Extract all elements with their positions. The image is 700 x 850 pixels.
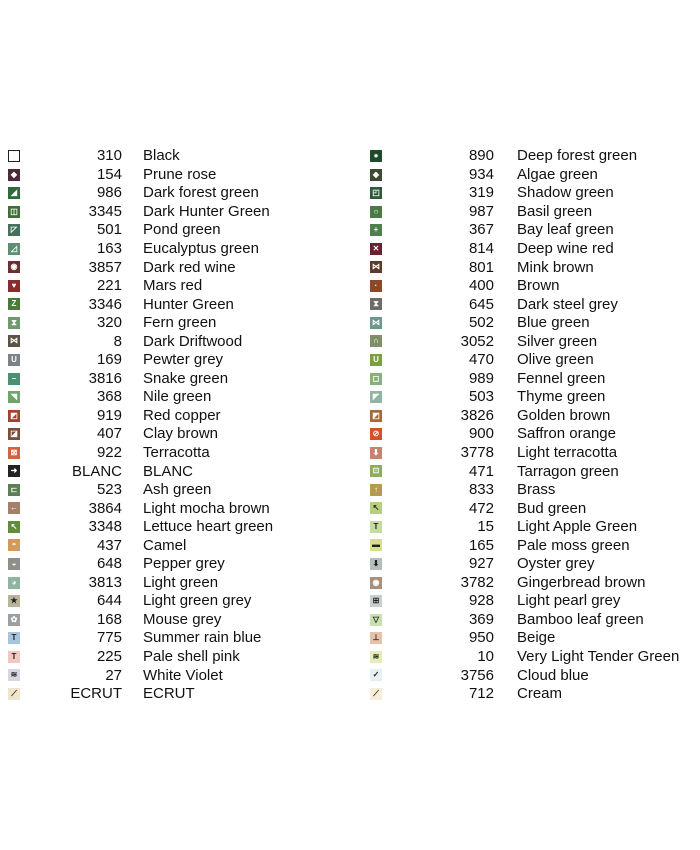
color-symbol-icon: ◥ [8, 391, 20, 403]
legend-row [8, 258, 338, 277]
thread-code: 163 [96, 240, 122, 257]
thread-color-name: White Violet [143, 666, 223, 684]
legend-row [370, 332, 698, 351]
thread-code: 221 [96, 277, 122, 295]
legend-row [370, 555, 698, 574]
color-symbol-icon: ⬇ [370, 558, 382, 570]
thread-code: 165 [468, 536, 494, 554]
color-symbol-icon: ● [370, 150, 382, 162]
thread-code: 437 [96, 536, 122, 554]
legend-row [8, 184, 338, 203]
legend-row [370, 611, 698, 630]
thread-color-name: Tarragon green [517, 462, 619, 480]
thread-code: 3782 [460, 573, 494, 591]
thread-color-name: Fern green [143, 314, 217, 332]
color-symbol-icon: ◸ [8, 224, 20, 236]
thread-color-name: Pepper grey [143, 555, 225, 573]
legend-row [370, 240, 698, 259]
thread-code: ECRUT [70, 685, 122, 703]
thread-color-name: Terracotta [143, 444, 210, 462]
thread-color-name: Bay leaf green [517, 221, 614, 239]
thread-color-name: Olive green [517, 351, 594, 369]
thread-color-name: Silver green [517, 332, 598, 350]
thread-code: 3346 [88, 295, 122, 313]
thread-color-name: BLANC [143, 462, 194, 480]
thread-color-name: Light Apple Green [517, 518, 638, 536]
legend-row [8, 518, 338, 537]
thread-color-name: Cream [517, 685, 563, 703]
thread-code: 775 [96, 629, 122, 647]
thread-color-name: Mars red [143, 277, 203, 295]
thread-color-name: Camel [143, 536, 187, 554]
color-symbol-icon: U [370, 354, 382, 366]
color-symbol-icon: ◉ [370, 577, 382, 589]
thread-code: 833 [468, 481, 494, 499]
legend-row [8, 425, 338, 444]
color-symbol-icon: ⧗ [8, 317, 20, 329]
thread-color-name: Dark Hunter Green [143, 202, 270, 220]
thread-code: 319 [468, 184, 494, 202]
legend-row [370, 648, 698, 667]
thread-color-name: Gingerbread brown [517, 573, 646, 591]
color-symbol-icon: ⋈ [372, 317, 380, 327]
color-symbol-icon: ⟋ [370, 688, 382, 700]
legend-row [370, 629, 698, 648]
color-symbol-icon: + [370, 224, 382, 236]
thread-color-name: Thyme green [517, 388, 606, 406]
thread-code: 989 [468, 369, 494, 387]
legend-row [370, 277, 698, 296]
legend-row [370, 221, 698, 240]
legend-row [370, 407, 698, 426]
legend-row [370, 166, 698, 185]
thread-code: 900 [468, 425, 494, 443]
color-symbol-icon: ▽ [370, 614, 382, 626]
legend-row [8, 221, 338, 240]
color-symbol-icon: ⋈ [372, 262, 380, 272]
color-symbol-icon: ◆ [8, 169, 20, 181]
color-symbol-icon: ⊠ [8, 447, 20, 459]
thread-code: 310 [96, 147, 122, 165]
thread-code: 922 [96, 444, 122, 462]
thread-code: 3826 [460, 406, 494, 424]
thread-color-name: Blue green [517, 314, 590, 332]
thread-code: 801 [468, 258, 494, 276]
color-symbol-icon: ↑ [370, 484, 382, 496]
thread-code: 27 [105, 666, 122, 684]
legend-row [8, 499, 338, 518]
color-symbol-icon: ◿ [8, 243, 20, 255]
thread-code: 3778 [460, 444, 494, 462]
legend-row [370, 462, 698, 481]
thread-color-name: Algae green [517, 165, 598, 183]
thread-color-name: Light green grey [143, 592, 252, 610]
thread-color-name: Bud green [517, 499, 587, 517]
thread-color-name: Light mocha brown [143, 499, 270, 517]
thread-code: 3345 [88, 202, 122, 220]
legend-row [370, 388, 698, 407]
thread-color-name: Black [143, 147, 180, 165]
thread-code: 471 [468, 462, 494, 480]
legend-row [370, 295, 698, 314]
thread-code: 168 [96, 610, 122, 628]
thread-color-name: Dark forest green [143, 184, 259, 202]
legend-row [8, 592, 338, 611]
thread-color-name: Beige [517, 629, 556, 647]
legend-row [370, 574, 698, 593]
thread-code: 934 [468, 165, 494, 183]
thread-color-name: Golden brown [517, 406, 611, 424]
thread-color-name: Light green [143, 573, 219, 591]
color-symbol-icon: ↖ [8, 521, 20, 533]
thread-code: 644 [96, 592, 122, 610]
legend-row [8, 629, 338, 648]
thread-code: 3857 [88, 258, 122, 276]
color-symbol-icon: ✓ [370, 669, 382, 681]
thread-code: 472 [468, 499, 494, 517]
color-symbol-icon: ⟋ [8, 688, 20, 700]
color-symbol-icon: ∩ [370, 335, 382, 347]
color-symbol-icon: ♥ [8, 280, 20, 292]
thread-code: 712 [468, 685, 494, 703]
thread-color-name: Brown [517, 277, 560, 295]
thread-code: 648 [96, 555, 122, 573]
legend-row [8, 574, 338, 593]
thread-code: 927 [468, 555, 494, 573]
color-symbol-icon: ○ [370, 206, 382, 218]
thread-code: 814 [468, 240, 494, 257]
color-symbol-icon: ◻ [370, 373, 382, 385]
thread-color-name: Hunter Green [143, 295, 234, 313]
color-symbol-icon: ⋈ [10, 336, 18, 346]
thread-code: 169 [96, 351, 122, 369]
thread-color-name: Dark steel grey [517, 295, 618, 313]
legend-row [370, 666, 698, 685]
color-symbol-icon: U [8, 354, 20, 366]
thread-color-name: Clay brown [143, 425, 219, 443]
thread-code: 470 [468, 351, 494, 369]
thread-code: 369 [468, 610, 494, 628]
thread-color-name: Saffron orange [517, 425, 616, 443]
thread-code: 645 [468, 295, 494, 313]
thread-color-name: Basil green [517, 202, 593, 220]
thread-color-legend [0, 147, 700, 707]
color-symbol-icon: ▬ [372, 540, 380, 550]
color-symbol-icon: ⊥ [370, 632, 382, 644]
color-symbol-icon: · [370, 280, 382, 292]
legend-row [8, 203, 338, 222]
color-symbol-icon: ≋ [8, 669, 20, 681]
legend-row [8, 147, 338, 166]
legend-row [370, 147, 698, 166]
legend-row [8, 555, 338, 574]
legend-row [370, 425, 698, 444]
color-symbol-icon: T [370, 521, 382, 533]
thread-code: 407 [96, 425, 122, 443]
thread-code: BLANC [71, 462, 122, 480]
color-symbol-icon: ➜ [8, 465, 20, 477]
legend-row [370, 314, 698, 333]
thread-color-name: Mink brown [517, 258, 594, 276]
thread-code: 928 [468, 592, 494, 610]
thread-code: 986 [96, 184, 122, 202]
thread-color-name: Fennel green [517, 369, 606, 387]
thread-code: 3864 [88, 499, 122, 517]
legend-row [8, 407, 338, 426]
thread-code: 3816 [88, 369, 122, 387]
legend-row [8, 388, 338, 407]
color-symbol-icon: ✕ [370, 243, 382, 255]
legend-row [370, 203, 698, 222]
thread-code: 320 [96, 314, 122, 332]
legend-row [8, 295, 338, 314]
color-symbol-icon: ◆ [370, 169, 382, 181]
color-symbol-icon: ◫ [8, 206, 20, 218]
thread-code: 3348 [88, 518, 122, 536]
color-symbol-icon: ✿ [8, 614, 20, 626]
thread-color-name: Snake green [143, 369, 229, 387]
thread-color-name: Light pearl grey [517, 592, 621, 610]
color-symbol-icon: ◩ [8, 410, 20, 422]
thread-color-name: Shadow green [517, 184, 614, 202]
thread-color-name: Summer rain blue [143, 629, 262, 647]
thread-color-name: Deep forest green [517, 147, 638, 165]
thread-color-name: Mouse grey [143, 610, 222, 628]
color-symbol-icon: ⊏ [8, 484, 20, 496]
color-symbol-icon: T [8, 651, 20, 663]
thread-color-name: Prune rose [143, 165, 217, 183]
thread-code: 400 [468, 277, 494, 295]
color-symbol-icon: ★ [8, 595, 20, 607]
legend-row [8, 685, 338, 704]
legend-row [370, 258, 698, 277]
legend-row [8, 370, 338, 389]
legend-row [370, 444, 698, 463]
thread-code: 501 [96, 221, 122, 239]
legend-row [370, 370, 698, 389]
thread-code: 367 [468, 221, 494, 239]
thread-color-name: Ash green [143, 481, 212, 499]
thread-color-name: Nile green [143, 388, 212, 406]
thread-color-name: Eucalyptus green [143, 240, 259, 257]
legend-row [8, 351, 338, 370]
legend-column-right [370, 147, 698, 703]
thread-color-name: Red copper [143, 406, 221, 424]
thread-color-name: Deep wine red [517, 240, 614, 257]
legend-row [8, 666, 338, 685]
color-symbol-icon: Z [8, 298, 20, 310]
color-symbol-icon: – [8, 373, 20, 385]
legend-row [370, 685, 698, 704]
color-symbol-icon: ◰ [370, 187, 382, 199]
thread-code: 15 [477, 518, 494, 536]
thread-color-name: Very Light Tender Green [517, 648, 680, 666]
legend-row [8, 462, 338, 481]
legend-row [8, 611, 338, 630]
color-symbol-icon: ⊘ [370, 428, 382, 440]
thread-code: 919 [96, 406, 122, 424]
legend-row [8, 536, 338, 555]
color-symbol-icon: ◢ [8, 187, 20, 199]
thread-code: 987 [468, 202, 494, 220]
thread-color-name: Cloud blue [517, 666, 589, 684]
color-symbol-icon: ◒ [8, 558, 20, 570]
thread-color-name: Dark Driftwood [143, 332, 243, 350]
legend-row [8, 166, 338, 185]
color-symbol-icon: ◕ [8, 577, 20, 589]
legend-row [8, 444, 338, 463]
thread-code: 503 [468, 388, 494, 406]
color-symbol-icon: ◓ [8, 539, 20, 551]
thread-code: 8 [113, 332, 122, 350]
thread-code: 3756 [460, 666, 494, 684]
legend-row [8, 240, 338, 259]
thread-color-name: Oyster grey [517, 555, 595, 573]
legend-row [8, 277, 338, 296]
thread-code: 225 [96, 648, 122, 666]
legend-row [370, 592, 698, 611]
color-symbol-icon: ← [10, 503, 18, 513]
legend-row [370, 536, 698, 555]
color-symbol-icon: ⬇ [370, 447, 382, 459]
color-symbol-icon: T [8, 632, 20, 644]
legend-row [8, 314, 338, 333]
thread-code: 368 [96, 388, 122, 406]
thread-code: 3813 [88, 573, 122, 591]
legend-row [8, 332, 338, 351]
color-symbol-icon: ⧗ [370, 298, 382, 310]
thread-color-name: Brass [517, 481, 556, 499]
thread-color-name: Lettuce heart green [143, 518, 274, 536]
color-symbol-icon: ↖ [370, 502, 382, 514]
color-symbol-icon: ◩ [370, 410, 382, 422]
color-symbol-icon: ⊡ [370, 465, 382, 477]
color-symbol-icon [8, 150, 20, 162]
legend-row [370, 184, 698, 203]
thread-color-name: Dark red wine [143, 258, 236, 276]
thread-code: 10 [477, 648, 494, 666]
thread-color-name: Pewter grey [143, 351, 224, 369]
thread-code: 154 [96, 165, 122, 183]
thread-code: 3052 [460, 332, 494, 350]
legend-row [8, 648, 338, 667]
thread-color-name: Light terracotta [517, 444, 618, 462]
legend-column-left [8, 147, 338, 703]
color-symbol-icon: ◪ [8, 428, 20, 440]
thread-color-name: Pond green [143, 221, 221, 239]
color-symbol-icon: ◉ [8, 261, 20, 273]
legend-row [8, 481, 338, 500]
thread-code: 950 [468, 629, 494, 647]
thread-code: 890 [468, 147, 494, 165]
color-symbol-icon: ≋ [370, 651, 382, 663]
color-symbol-icon: ⊞ [370, 595, 382, 607]
thread-color-name: Pale moss green [517, 536, 630, 554]
thread-color-name: Pale shell pink [143, 648, 240, 666]
thread-code: 523 [96, 481, 122, 499]
color-symbol-icon: ◤ [370, 391, 382, 403]
legend-row [370, 499, 698, 518]
thread-code: 502 [468, 314, 494, 332]
thread-color-name: Bamboo leaf green [517, 610, 644, 628]
legend-row [370, 518, 698, 537]
thread-color-name: ECRUT [143, 685, 195, 703]
legend-row [370, 481, 698, 500]
legend-row [370, 351, 698, 370]
